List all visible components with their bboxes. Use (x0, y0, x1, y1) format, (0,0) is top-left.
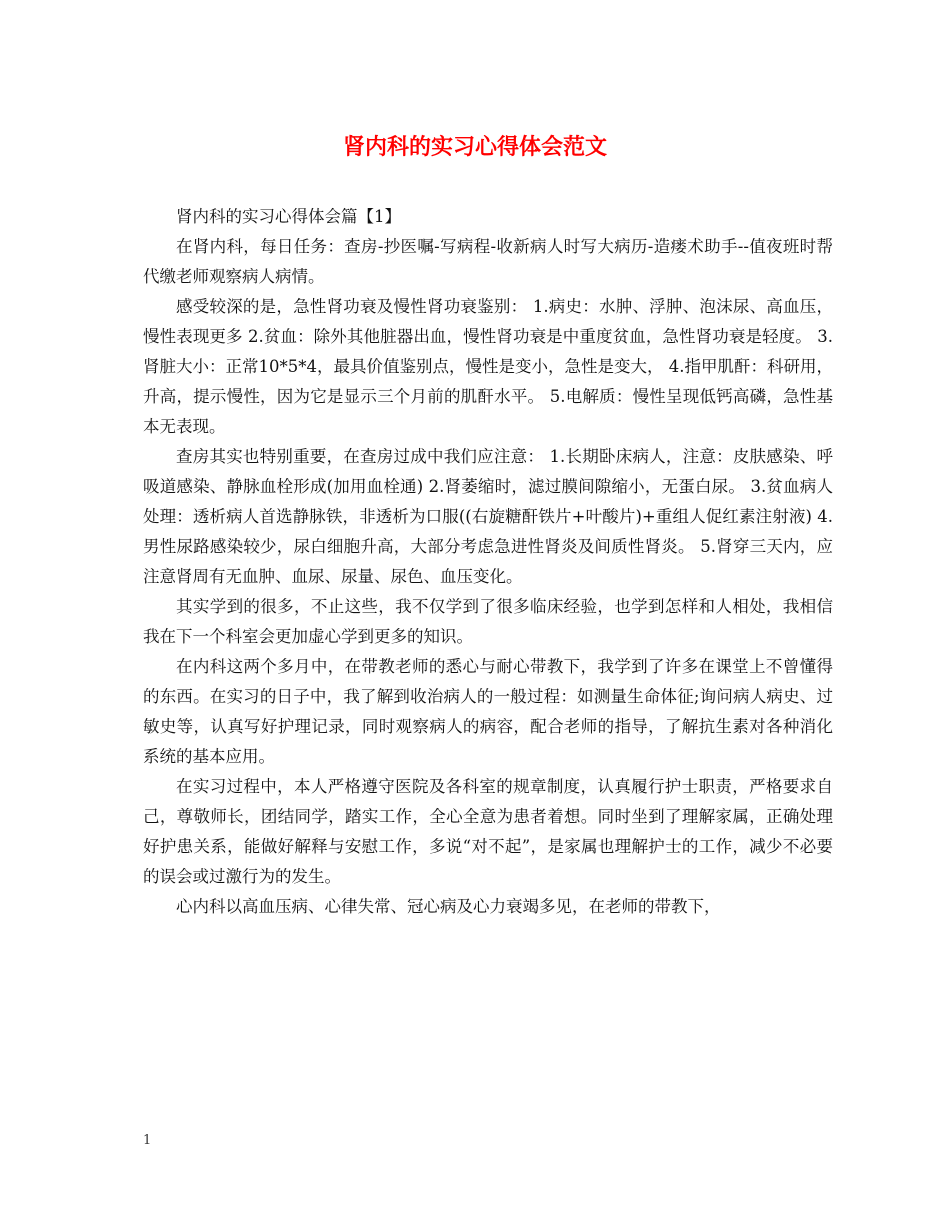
paragraph: 在内科这两个多月中，在带教老师的悉心与耐心带教下，我学到了许多在课堂上不曾懂得的东西。在实习的日子中，我了解到收治病人的一般过程：如测量生命体征;询问病人病史、过敏史等，认真写好护理记录，同时观察病人的病容，配合老师的指导，了解抗生素对各种消化系统的基本应用。 (143, 657, 833, 766)
page-number: 1 (143, 1133, 152, 1148)
document-title: 肾内科的实习心得体会范文 (342, 134, 607, 160)
paragraph: 在实习过程中，本人严格遵守医院及各科室的规章制度，认真履行护士职责，严格要求自己，尊敬师长，团结同学，踏实工作，全心全意为患者着想。同时坐到了理解家属，正确处理好护患关系，能做好解释与安慰工作，多说“对不起”，是家属也理解护士的工作，减少不必要的误会或过激行为的发生。 (143, 777, 833, 886)
paragraph: 其实学到的很多，不止这些，我不仅学到了很多临床经验，也学到怎样和人相处，我相信我在下一个科室会更加虚心学到更多的知识。 (143, 597, 833, 646)
paragraph: 查房其实也特别重要，在查房过成中我们应注意： 1.长期卧床病人，注意：皮肤感染、呼吸道感染、静脉血栓形成(加用血栓通) 2.肾萎缩时，滤过膜间隙缩小，无蛋白尿。 3.贫血病人处理：透析病人首选静脉铁，非透析为口服((右旋糖酐铁片+叶酸片)+重组人促红素注射液) 4.男性尿路感染较少，尿白细胞升高，大部分考虑急进性肾炎及间质性肾炎。 5.肾穿三天内，应注意肾周有无血肿、血尿、尿量、尿色、血压变化。 (143, 447, 833, 586)
section-heading: 肾内科的实习心得体会篇【1】 (176, 207, 401, 226)
paragraph: 在肾内科，每日任务：查房-抄医嘱-写病程-收新病人时写大病历-造瘘术助手--值夜班时帮代缴老师观察病人病情。 (143, 237, 833, 286)
paragraph: 感受较深的是，急性肾功衰及慢性肾功衰鉴别： 1.病史：水肿、浮肿、泡沫尿、高血压，慢性表现更多 2.贫血：除外其他脏器出血，慢性肾功衰是中重度贫血，急性肾功衰是轻度。 3.肾脏大小：正常10*5*4，最具价值鉴别点，慢性是变小，急性是变大， 4.指甲肌酐：科研用，升高，提示慢性，因为它是显示三个月前的肌酐水平。 5.电解质：慢性呈现低钙高磷，急性基本无表现。 (143, 297, 833, 436)
document-body (143, 202, 833, 922)
paragraph: 心内科以高血压病、心律失常、冠心病及心力衰竭多见，在老师的带教下， (176, 897, 721, 916)
